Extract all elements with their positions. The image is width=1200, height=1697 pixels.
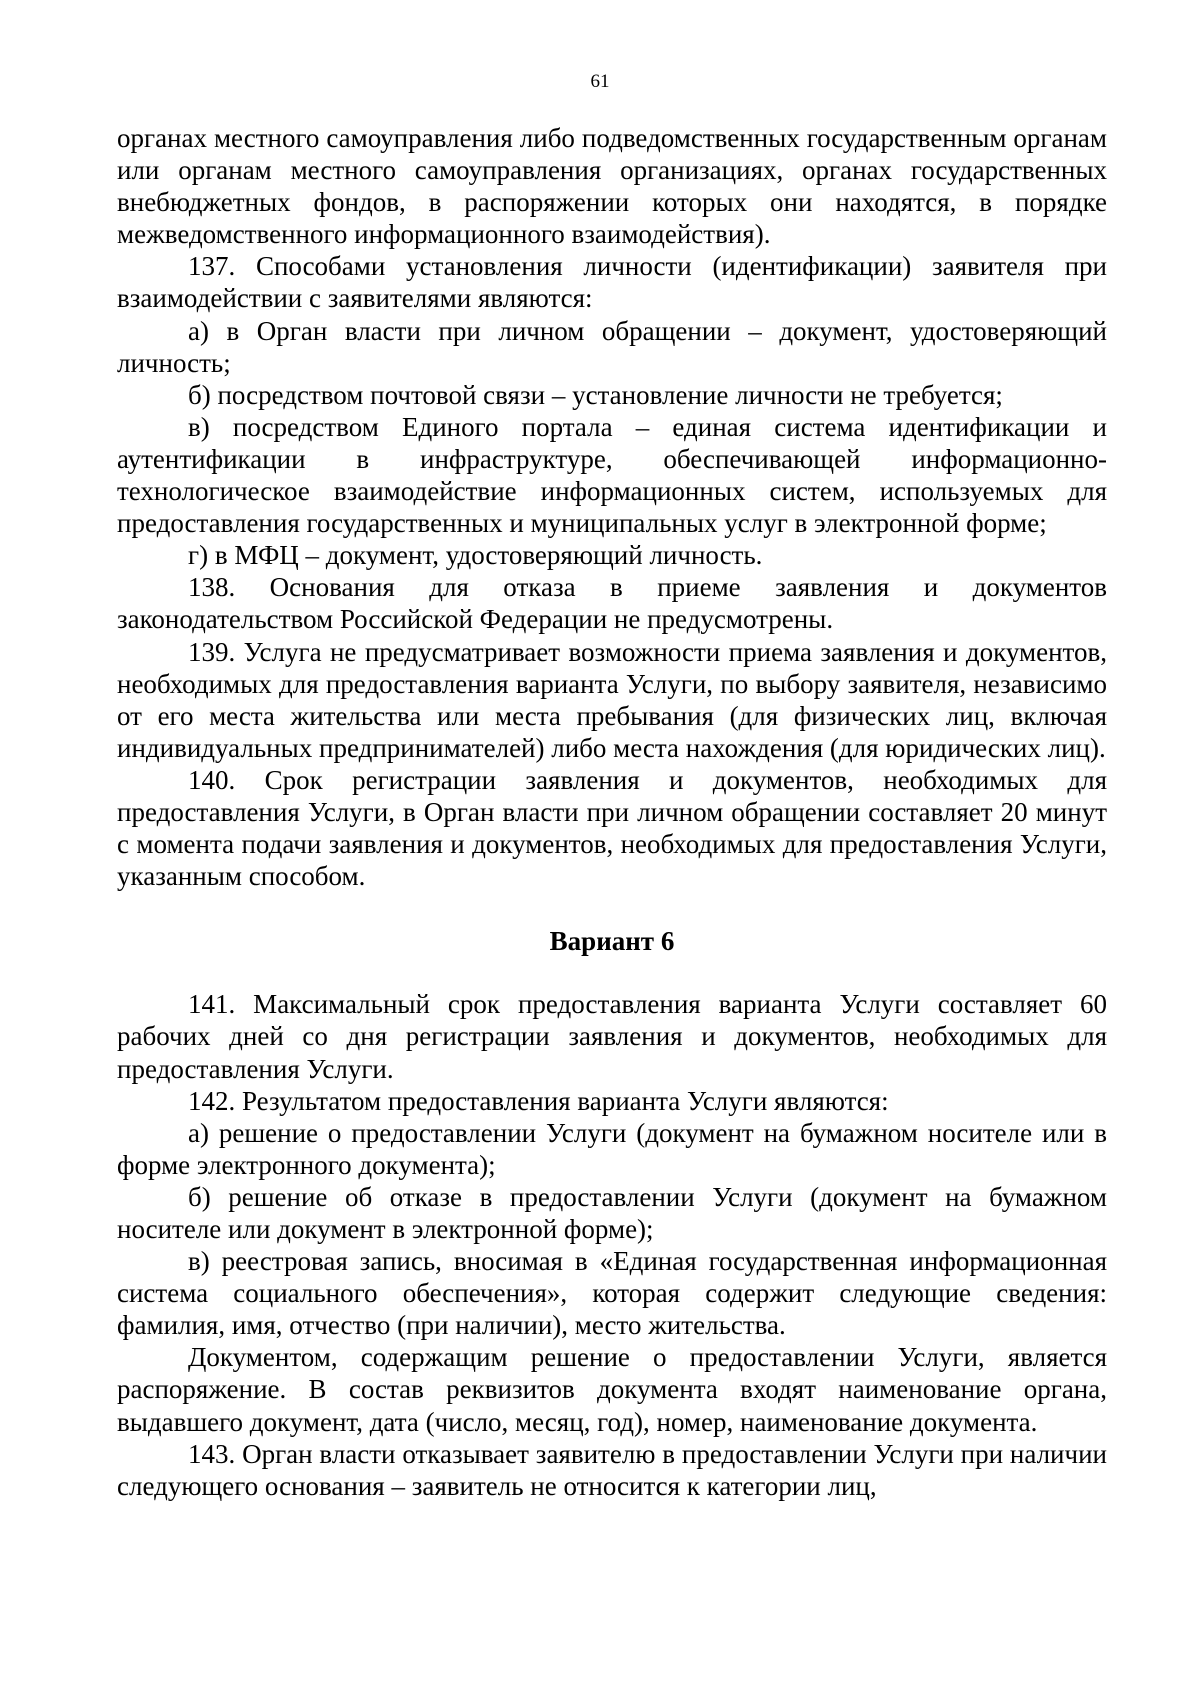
paragraph-decision-document: Документом, содержащим решение о предоставлении Услуги, является распоряжение. В состав реквизитов документа входят наименование органа, выдавшего документ, дата (число, месяц, год), номер, наименование документа. — [117, 1342, 1107, 1437]
paragraph-137-b: б) посредством почтовой связи – установление личности не требуется; — [188, 379, 1003, 410]
paragraph-continuation: органах местного самоуправления либо подведомственных государственным органам или органам местного самоуправления организациях, органах государственных внебюджетных фондов, в распоряжении которых они находятся, в порядке межведомственного информационного взаимодействия). — [117, 123, 1107, 250]
paragraph-142: 142. Результатом предоставления варианта Услуги являются: — [188, 1085, 889, 1116]
section-heading: Вариант 6 — [549, 926, 675, 957]
paragraph-137: 137. Способами установления личности (идентификации) заявителя при взаимодействии с заявителями являются: — [117, 251, 1107, 314]
paragraph-141: 141. Максимальный срок предоставления варианта Услуги составляет 60 рабочих дней со дня регистрации заявления и документов, необходимых для предоставления Услуги. — [117, 989, 1107, 1084]
paragraph-138: 138. Основания для отказа в приеме заявления и документов законодательством Российской Федерации не предусмотрены. — [117, 572, 1107, 635]
paragraph-137-g: г) в МФЦ – документ, удостоверяющий личность. — [188, 540, 763, 571]
paragraph-137-v: в) посредством Единого портала – единая система идентификации и аутентификации в инфраструктуре, обеспечивающей информационно-технологическое взаимодействие информационных систем, используемых для предоставления государственных и муниципальных услуг в электронной форме; — [117, 411, 1107, 539]
paragraph-137-a: а) в Орган власти при личном обращении – документ, удостоверяющий личность; — [117, 315, 1107, 378]
paragraph-142-v: в) реестровая запись, вносимая в «Единая государственная информационная система социального обеспечения», которая содержит следующие сведения: фамилия, имя, отчество (при наличии), место жительства. — [117, 1246, 1107, 1341]
paragraph-142-b: б) решение об отказе в предоставлении Услуги (документ на бумажном носителе или документ в электронной форме); — [117, 1181, 1107, 1244]
document-body — [117, 122, 1107, 1502]
page-number: 61 — [590, 71, 610, 92]
paragraph-143: 143. Орган власти отказывает заявителю в предоставлении Услуги при наличии следующего основания – заявитель не относится к категории лиц, — [117, 1438, 1107, 1501]
paragraph-142-a: а) решение о предоставлении Услуги (документ на бумажном носителе или в форме электронного документа); — [117, 1117, 1107, 1180]
paragraph-140: 140. Срок регистрации заявления и документов, необходимых для предоставления Услуги, в Орган власти при личном обращении составляет 20 минут с момента подачи заявления и документов, необходимых для предоставления Услуги, указанным способом. — [117, 764, 1107, 892]
paragraph-139: 139. Услуга не предусматривает возможности приема заявления и документов, необходимых для предоставления варианта Услуги, по выбору заявителя, независимо от его места жительства или места пребывания (для физических лиц, включая индивидуальных предпринимателей) либо места нахождения (для юридических лиц). — [117, 636, 1107, 763]
